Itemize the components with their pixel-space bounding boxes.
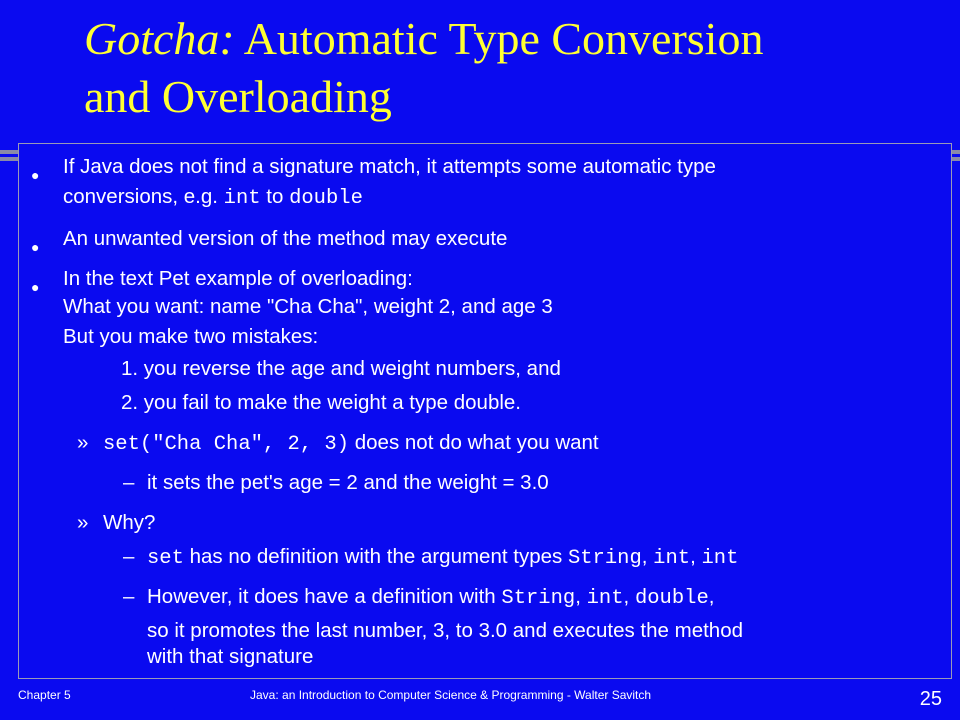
title-line2: and Overloading [84, 71, 392, 122]
bullet3-line3: But you make two mistakes: [63, 325, 319, 348]
sub1-code: set("Cha Cha", 2, 3) [103, 433, 350, 456]
bullet1-line1: If Java does not find a signature match, it attempts some automatic type [63, 155, 716, 178]
sub2a-code-string: String [567, 547, 642, 570]
sub2b-text2: , [575, 585, 587, 608]
sub2b-code-int: int [586, 587, 624, 610]
bullet3-line5: 2. you fail to make the weight a type double. [121, 391, 522, 414]
bullet2-text: An unwanted version of the method may execute [63, 227, 508, 250]
sub1a-marker: – [123, 471, 135, 494]
page-number: 25 [919, 688, 942, 710]
sub2b-line3: with that signature [147, 645, 314, 668]
sub2-text: Why? [103, 511, 156, 534]
sub1-text: does not do what you want [349, 431, 599, 454]
sub2a-text3: , [690, 545, 702, 568]
bullet3-line2: What you want: name "Cha Cha", weight 2, and age 3 [63, 295, 553, 318]
bullet3-line1: In the text Pet example of overloading: [63, 267, 413, 290]
sub2b-code-double: double [634, 587, 709, 610]
sub2b-text3: , [623, 585, 635, 608]
sub2b-text4: , [708, 585, 715, 608]
slide-title [84, 10, 944, 126]
sub2a-code-int1: int [653, 547, 691, 570]
title-line1: Automatic Type Conversion [234, 13, 764, 64]
sub1a-text: it sets the pet's age = 2 and the weight = 3.0 [147, 471, 549, 494]
footer-chapter: Chapter 5 [18, 688, 71, 702]
sub2b-line1 [147, 584, 714, 612]
sub2-marker: » [77, 511, 89, 534]
footer-course: Java: an Introduction to Computer Science & Programming - Walter Savitch [250, 688, 652, 702]
sub2a-text1: has no definition with the argument types [183, 545, 568, 568]
sub2b-code-string: String [501, 587, 576, 610]
title-italic: Gotcha: [84, 13, 235, 64]
bullet1-code-double: double [289, 187, 363, 210]
sub2b-line2: so it promotes the last number, 3, to 3.0 and executes the method [147, 619, 743, 642]
sub1-line [103, 430, 599, 458]
sub2b-marker: – [123, 585, 135, 608]
bullet-icon: ● [31, 279, 40, 295]
sub2a-line [147, 544, 738, 572]
bullet-icon: ● [31, 239, 40, 255]
bullet-icon: ● [31, 167, 40, 183]
sub2a-code-set: set [147, 547, 184, 570]
sub2a-text2: , [641, 545, 654, 568]
bullet1-line2 [63, 184, 363, 212]
sub2b-text1: However, it does have a definition with [147, 585, 502, 608]
sub1-marker: » [77, 431, 89, 454]
bullet1-code-int: int [223, 187, 261, 210]
bullet3-line4: 1. you reverse the age and weight numbers, and [121, 357, 561, 380]
sub2a-code-int2: int [701, 547, 739, 570]
bullet1-text-a: conversions, e.g. [63, 185, 224, 208]
bullet1-text-b: to [260, 185, 290, 208]
sub2a-marker: – [123, 545, 135, 568]
content-box [18, 143, 952, 679]
